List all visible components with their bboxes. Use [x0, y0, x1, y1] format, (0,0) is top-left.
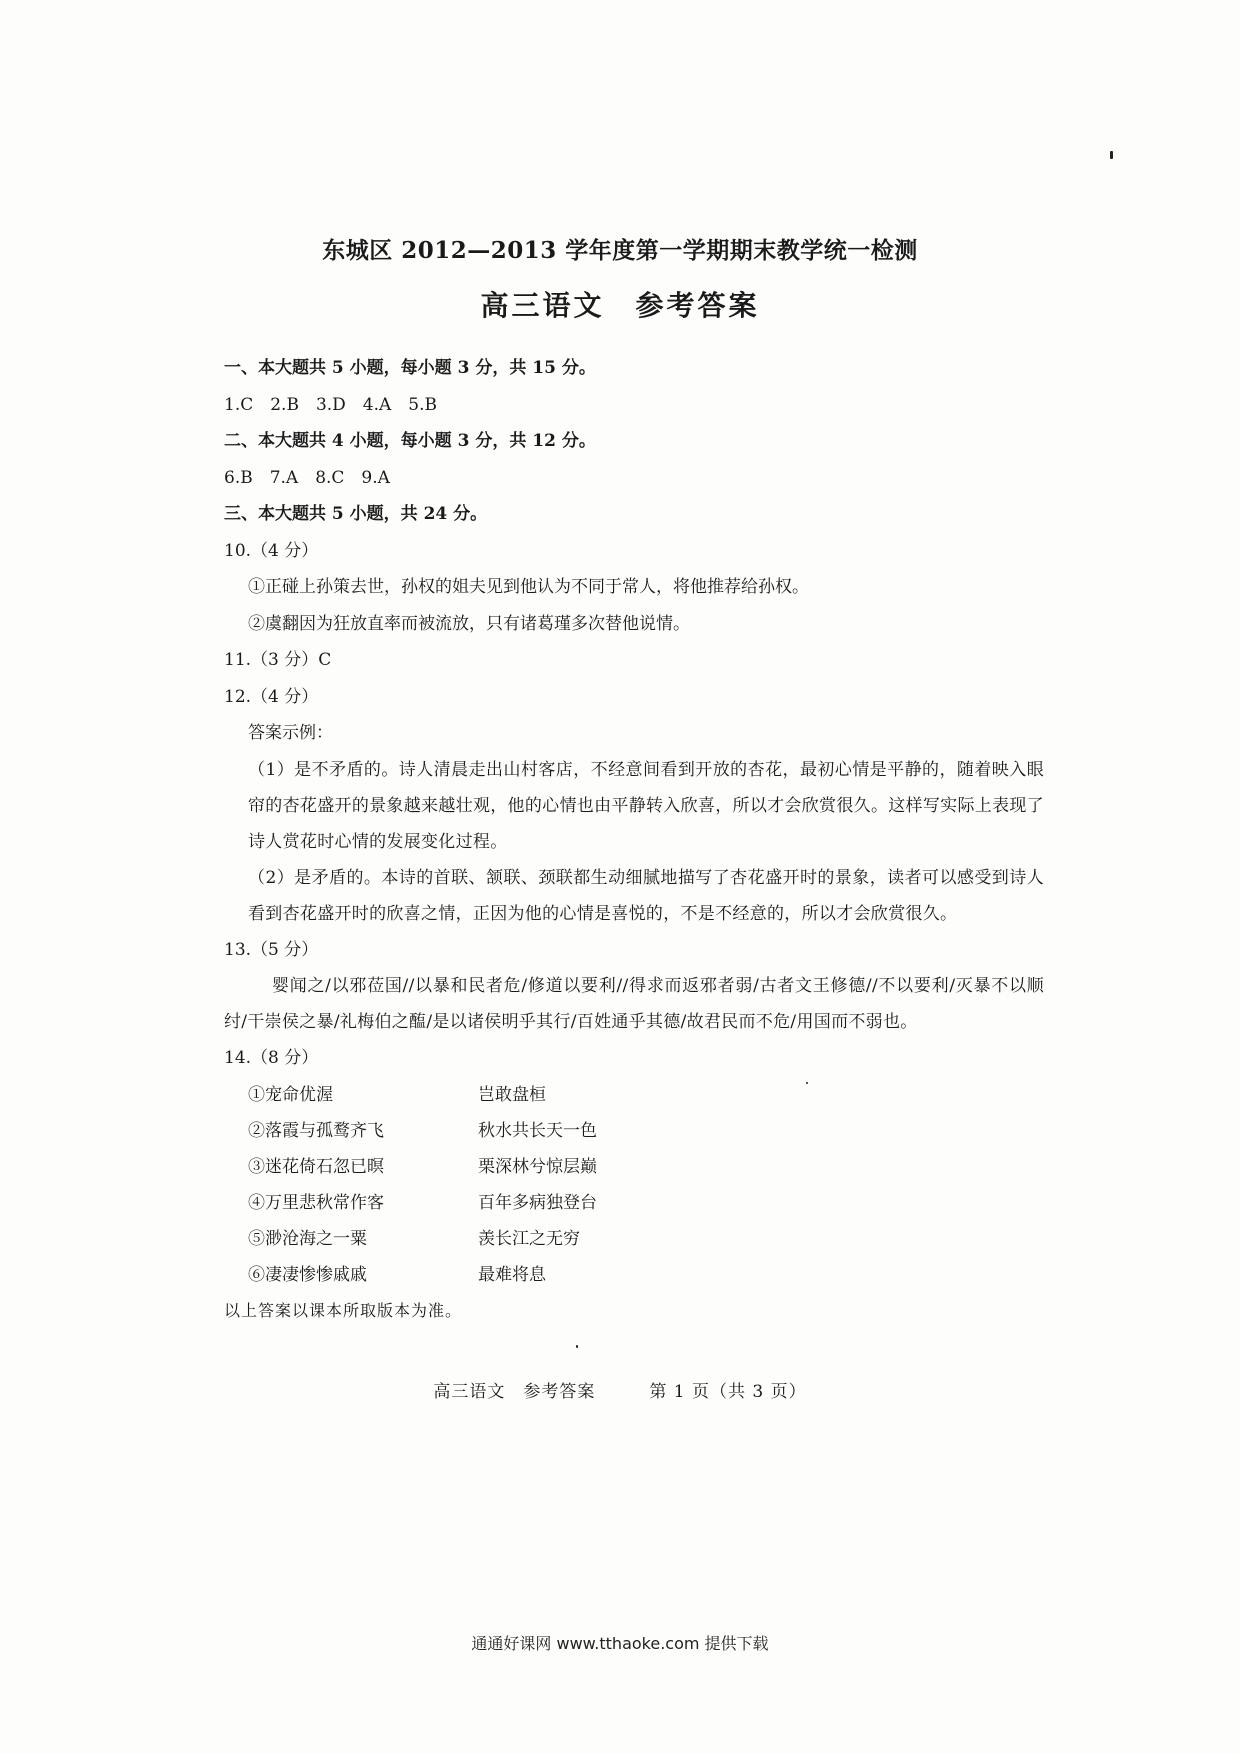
section-3-heading: 三、本大题共 5 小题，共 24 分。	[224, 504, 488, 524]
question-12-intro: 答案示例：	[248, 723, 333, 743]
document-title: 东城区 2012—2013 学年度第一学期期末教学统一检测	[322, 237, 918, 264]
question-12-answer-1: （1）是不矛盾的。诗人清晨走出山村客店，不经意间看到开放的杏花，最初心情是平静的，随着映入眼帘的杏花盛开的景象越来越壮观，他的心情也由平静转入欣喜，所以才会欣赏很久。这样写实际上表现了诗人赏花时心情的发展变化过程。	[248, 759, 1044, 852]
poem-line-second: 羡长江之无穷	[478, 1228, 580, 1249]
question-10-label: 10.（4 分）	[224, 540, 319, 561]
poem-line-first: ⑤渺沧海之一粟	[248, 1228, 367, 1249]
scan-speck	[1110, 151, 1113, 159]
question-14-table	[224, 1077, 1044, 1293]
question-14-label: 14.（8 分）	[224, 1048, 319, 1068]
poem-row	[224, 1257, 1044, 1293]
poem-line-first: ④万里悲秋常作客	[248, 1192, 384, 1213]
poem-row	[224, 1185, 1044, 1221]
poem-row	[224, 1149, 1044, 1185]
poem-line-second: 百年多病独登台	[478, 1192, 597, 1213]
poem-row	[224, 1221, 1044, 1257]
poem-line-first: ③迷花倚石忽已暝	[248, 1156, 384, 1177]
scan-speck	[576, 1345, 578, 1348]
question-13-label: 13.（5 分）	[224, 939, 319, 960]
poem-row	[224, 1077, 1044, 1113]
poem-line-first: ①宠命优渥	[248, 1084, 333, 1105]
poem-row	[224, 1113, 1044, 1149]
poem-line-second: 栗深林兮惊层巅	[478, 1156, 597, 1177]
question-13-text: 婴闻之/以邪莅国//以暴和民者危/修道以要利//得求而返邪者弱/古者文王修德//不以要利/灭暴不以顺纣/干崇侯之暴/礼梅伯之醢/是以诸侯明乎其行/百姓通乎其德/故君民而不危/用国而不弱也。	[224, 976, 1044, 1032]
poem-line-second: 秋水共长天一色	[478, 1120, 597, 1141]
question-14-note: 以上答案以课本所取版本为准。	[224, 1300, 463, 1320]
section-2-heading: 二、本大题共 4 小题，每小题 3 分，共 12 分。	[224, 431, 596, 451]
poem-line-first: ⑥凄凄惨惨戚戚	[248, 1264, 367, 1285]
poem-line-first: ②落霞与孤鹜齐飞	[248, 1120, 384, 1141]
section-1-answers: 1.C 2.B 3.D 4.A 5.B	[224, 394, 437, 415]
download-watermark: 通通好课网 www.tthaoke.com 提供下载	[471, 1634, 769, 1653]
question-10-item: ①正碰上孙策去世，孙权的姐夫见到他认为不同于常人，将他推荐给孙权。	[248, 577, 809, 597]
section-2-answers: 6.B 7.A 8.C 9.A	[224, 467, 390, 488]
question-12-label: 12.（4 分）	[224, 686, 319, 707]
question-11-label: 11.（3 分）C	[224, 650, 332, 670]
poem-line-second: 岂敢盘桓	[478, 1084, 546, 1105]
answer-content	[224, 350, 1044, 1329]
poem-line-second: 最难将息	[478, 1264, 546, 1285]
document-subtitle: 高三语文 参考答案	[480, 289, 760, 322]
section-1-heading: 一、本大题共 5 小题，每小题 3 分，共 15 分。	[224, 358, 596, 378]
question-12-answer-2: （2）是矛盾的。本诗的首联、颔联、颈联都生动细腻地描写了杏花盛开时的景象，读者可以感受到诗人看到杏花盛开时的欣喜之情，正因为他的心情是喜悦的，不是不经意的，所以才会欣赏很久。	[248, 867, 1044, 924]
page-footer: 高三语文 参考答案 第 1 页（共 3 页）	[433, 1382, 807, 1402]
question-10-item: ②虞翻因为狂放直率而被流放，只有诸葛瑾多次替他说情。	[248, 613, 690, 634]
